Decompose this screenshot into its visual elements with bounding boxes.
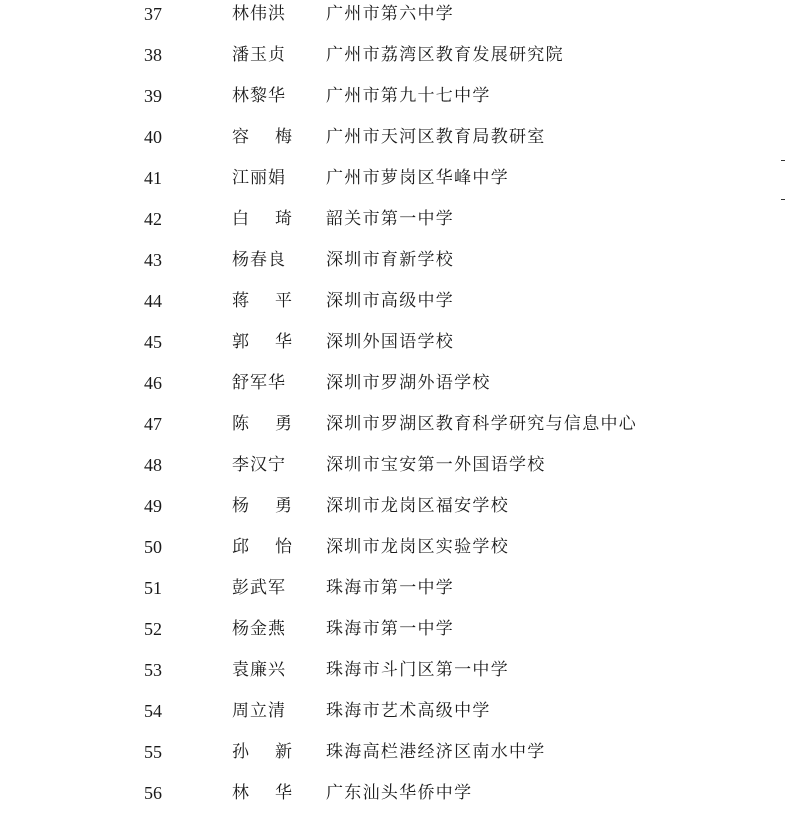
list-item: [0, 574, 785, 602]
person-name: 舒军华: [232, 373, 286, 393]
organization: 广州市萝岗区华峰中学: [326, 168, 509, 188]
row-number: 38: [144, 45, 162, 65]
person-name: 杨春良: [232, 250, 286, 270]
organization: 广州市天河区教育局教研室: [326, 127, 546, 147]
person-name: 郭 华: [232, 332, 292, 352]
person-name: 容 梅: [232, 127, 292, 147]
organization: 深圳市罗湖外语学校: [326, 373, 491, 393]
organization: 深圳市高级中学: [326, 291, 455, 311]
organization: 广州市第九十七中学: [326, 86, 491, 106]
list-item: [0, 697, 785, 725]
list-item: [0, 410, 785, 438]
person-name: 杨 勇: [232, 496, 292, 516]
row-number: 52: [144, 619, 162, 639]
person-name: 林伟洪: [232, 4, 286, 24]
row-number: 47: [144, 414, 162, 434]
organization: 韶关市第一中学: [326, 209, 455, 229]
row-number: 40: [144, 127, 162, 147]
person-name: 袁廉兴: [232, 660, 286, 680]
row-number: 42: [144, 209, 162, 229]
row-number: 55: [144, 742, 162, 762]
organization: 珠海市斗门区第一中学: [326, 660, 509, 680]
person-name: 林黎华: [232, 86, 286, 106]
list-item: [0, 738, 785, 766]
organization: 深圳市育新学校: [326, 250, 455, 270]
list-item: [0, 779, 785, 807]
row-number: 54: [144, 701, 162, 721]
person-name: 蒋 平: [232, 291, 292, 311]
list-item: [0, 656, 785, 684]
list-item: [0, 0, 785, 28]
list-item: [0, 41, 785, 69]
row-number: 43: [144, 250, 162, 270]
organization: 珠海市第一中学: [326, 619, 455, 639]
person-name: 林 华: [232, 783, 292, 803]
row-number: 49: [144, 496, 162, 516]
list-item: [0, 492, 785, 520]
person-name: 潘玉贞: [232, 45, 286, 65]
list-item: [0, 615, 785, 643]
row-number: 41: [144, 168, 162, 188]
organization: 深圳市龙岗区实验学校: [326, 537, 509, 557]
person-name: 白 琦: [232, 209, 292, 229]
list-item: [0, 287, 785, 315]
person-name: 江丽娟: [232, 168, 286, 188]
person-name: 李汉宁: [232, 455, 286, 475]
row-number: 51: [144, 578, 162, 598]
organization: 广州市荔湾区教育发展研究院: [326, 45, 564, 65]
organization: 深圳市宝安第一外国语学校: [326, 455, 546, 475]
list-item: [0, 328, 785, 356]
person-name: 杨金燕: [232, 619, 286, 639]
list-item: [0, 205, 785, 233]
list-item: [0, 369, 785, 397]
organization: 珠海高栏港经济区南水中学: [326, 742, 546, 762]
organization: 珠海市第一中学: [326, 578, 455, 598]
row-number: 39: [144, 86, 162, 106]
list-item: [0, 246, 785, 274]
list-item: [0, 82, 785, 110]
list-item: [0, 533, 785, 561]
organization: 广东汕头华侨中学: [326, 783, 473, 803]
organization: 广州市第六中学: [326, 4, 455, 24]
person-name: 彭武军: [232, 578, 286, 598]
person-name: 陈 勇: [232, 414, 292, 434]
list-item: [0, 451, 785, 479]
row-number: 37: [144, 4, 162, 24]
person-name: 孙 新: [232, 742, 292, 762]
organization: 深圳市龙岗区福安学校: [326, 496, 509, 516]
person-name: 邱 怡: [232, 537, 292, 557]
organization: 深圳外国语学校: [326, 332, 455, 352]
list-item: [0, 123, 785, 151]
list-item: [0, 164, 785, 192]
row-number: 53: [144, 660, 162, 680]
row-number: 46: [144, 373, 162, 393]
row-number: 44: [144, 291, 162, 311]
organization: 珠海市艺术高级中学: [326, 701, 491, 721]
row-number: 56: [144, 783, 162, 803]
row-number: 50: [144, 537, 162, 557]
scan-edge-mark: [781, 199, 785, 200]
organization: 深圳市罗湖区教育科学研究与信息中心: [326, 414, 638, 434]
row-number: 45: [144, 332, 162, 352]
person-name: 周立清: [232, 701, 286, 721]
scan-edge-mark: [781, 160, 785, 161]
row-number: 48: [144, 455, 162, 475]
